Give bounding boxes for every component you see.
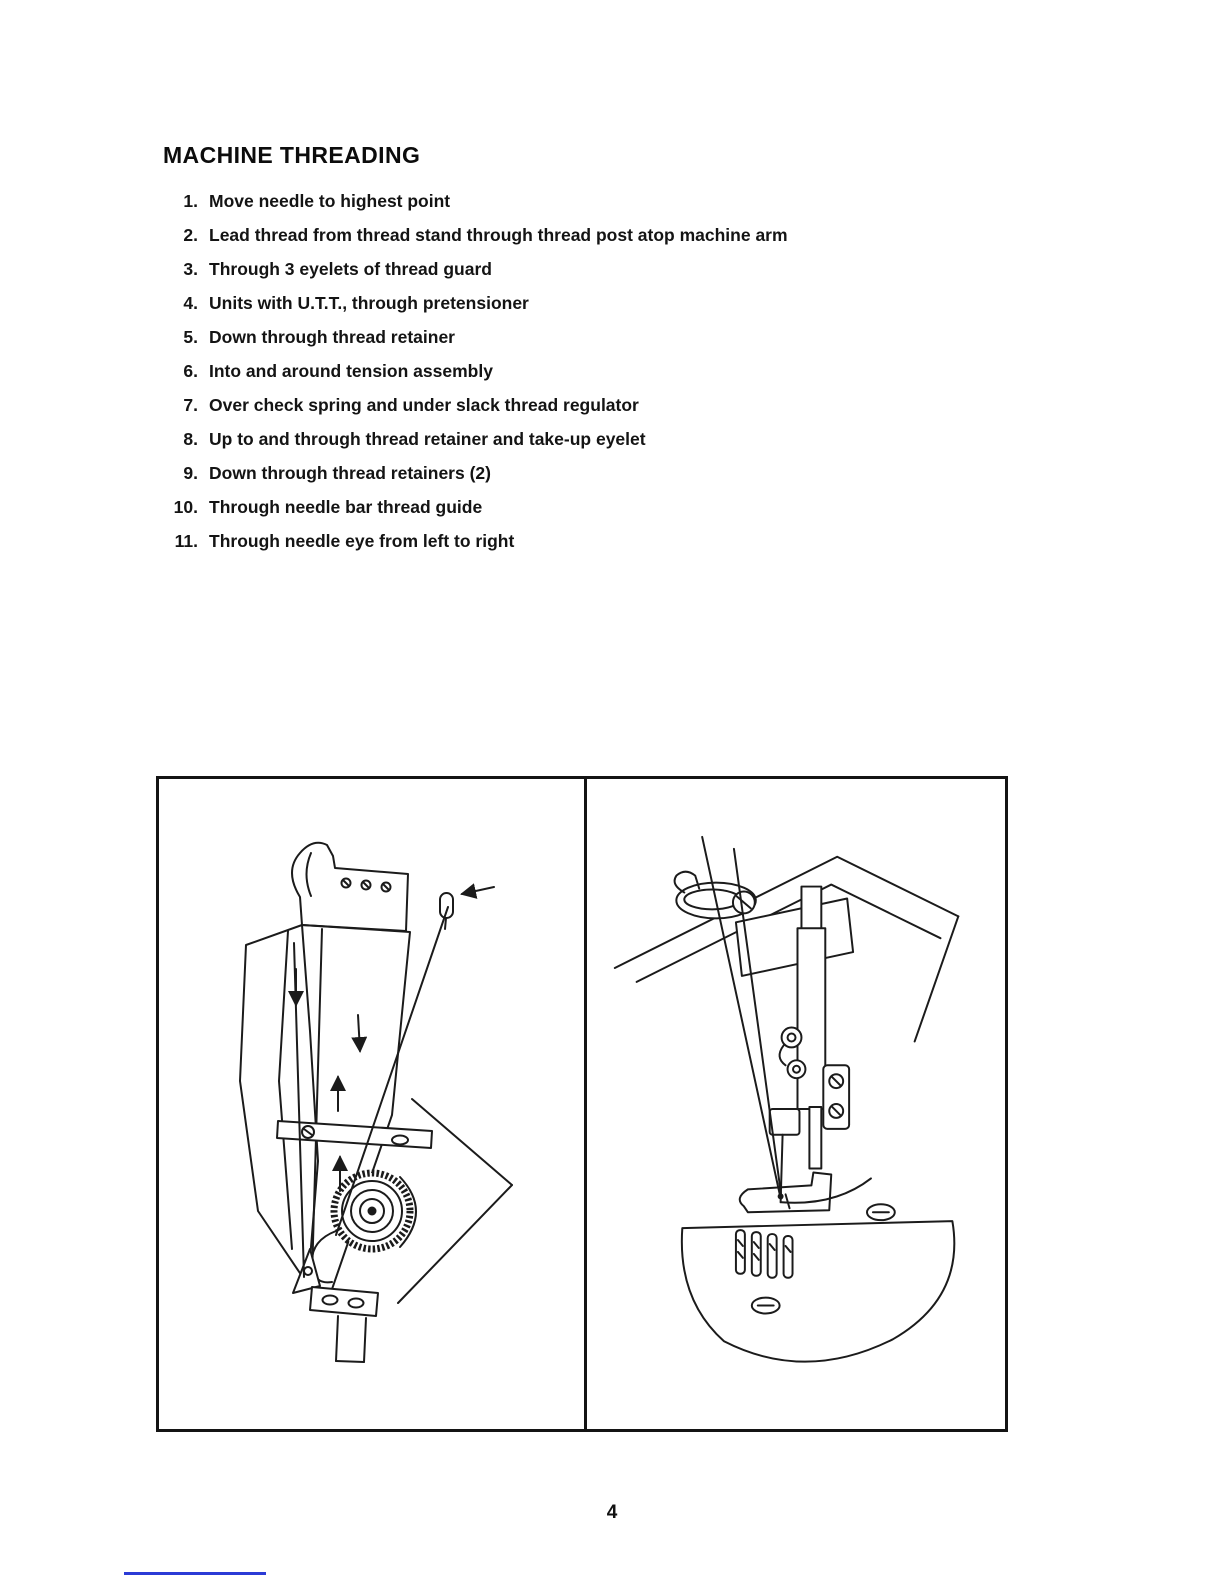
needle-area-threading-diagram-icon	[587, 779, 1005, 1429]
step-number: 11.	[174, 531, 198, 551]
step-text: Through 3 eyelets of thread guard	[209, 259, 492, 279]
step-text: Down through thread retainers (2)	[209, 463, 491, 483]
threading-steps-list	[156, 190, 936, 564]
list-item	[156, 496, 936, 530]
step-number: 9.	[183, 463, 198, 483]
list-item	[156, 292, 936, 326]
step-text: Units with U.T.T., through pretensioner	[209, 293, 529, 313]
step-number: 7.	[183, 395, 198, 415]
list-item	[156, 428, 936, 462]
step-text: Move needle to highest point	[209, 191, 451, 211]
tension-dial	[334, 1173, 416, 1249]
step-number: 10.	[173, 497, 198, 517]
step-number: 6.	[183, 361, 198, 381]
step-text: Through needle bar thread guide	[209, 497, 483, 517]
list-item	[156, 224, 936, 258]
figure-panel-right	[587, 779, 1005, 1429]
list-item	[156, 190, 936, 224]
step-text: Over check spring and under slack thread regulator	[209, 395, 639, 415]
needle-plate	[682, 1204, 954, 1361]
tension-assembly-threading-diagram-icon	[159, 779, 584, 1429]
step-number: 2.	[183, 225, 198, 245]
page-title: MACHINE THREADING	[163, 142, 421, 168]
list-item	[156, 462, 936, 496]
step-text: Through needle eye from left to right	[209, 531, 515, 551]
list-item	[156, 258, 936, 292]
list-item	[156, 394, 936, 428]
step-number: 4.	[183, 293, 198, 313]
bottom-blue-line	[124, 1572, 266, 1575]
list-item	[156, 360, 936, 394]
threading-figure	[156, 776, 1008, 1432]
list-item	[156, 326, 936, 360]
list-item	[156, 530, 936, 564]
step-number: 1.	[183, 191, 198, 211]
page-number: 4	[606, 1502, 618, 1523]
step-text: Lead thread from thread stand through thread post atop machine arm	[209, 225, 788, 245]
step-number: 8.	[183, 429, 198, 449]
step-number: 5.	[183, 327, 198, 347]
step-text: Down through thread retainer	[209, 327, 455, 347]
step-text: Up to and through thread retainer and take-up eyelet	[209, 429, 646, 449]
figure-panel-left	[159, 779, 587, 1429]
step-text: Into and around tension assembly	[209, 361, 493, 381]
step-number: 3.	[183, 259, 198, 279]
